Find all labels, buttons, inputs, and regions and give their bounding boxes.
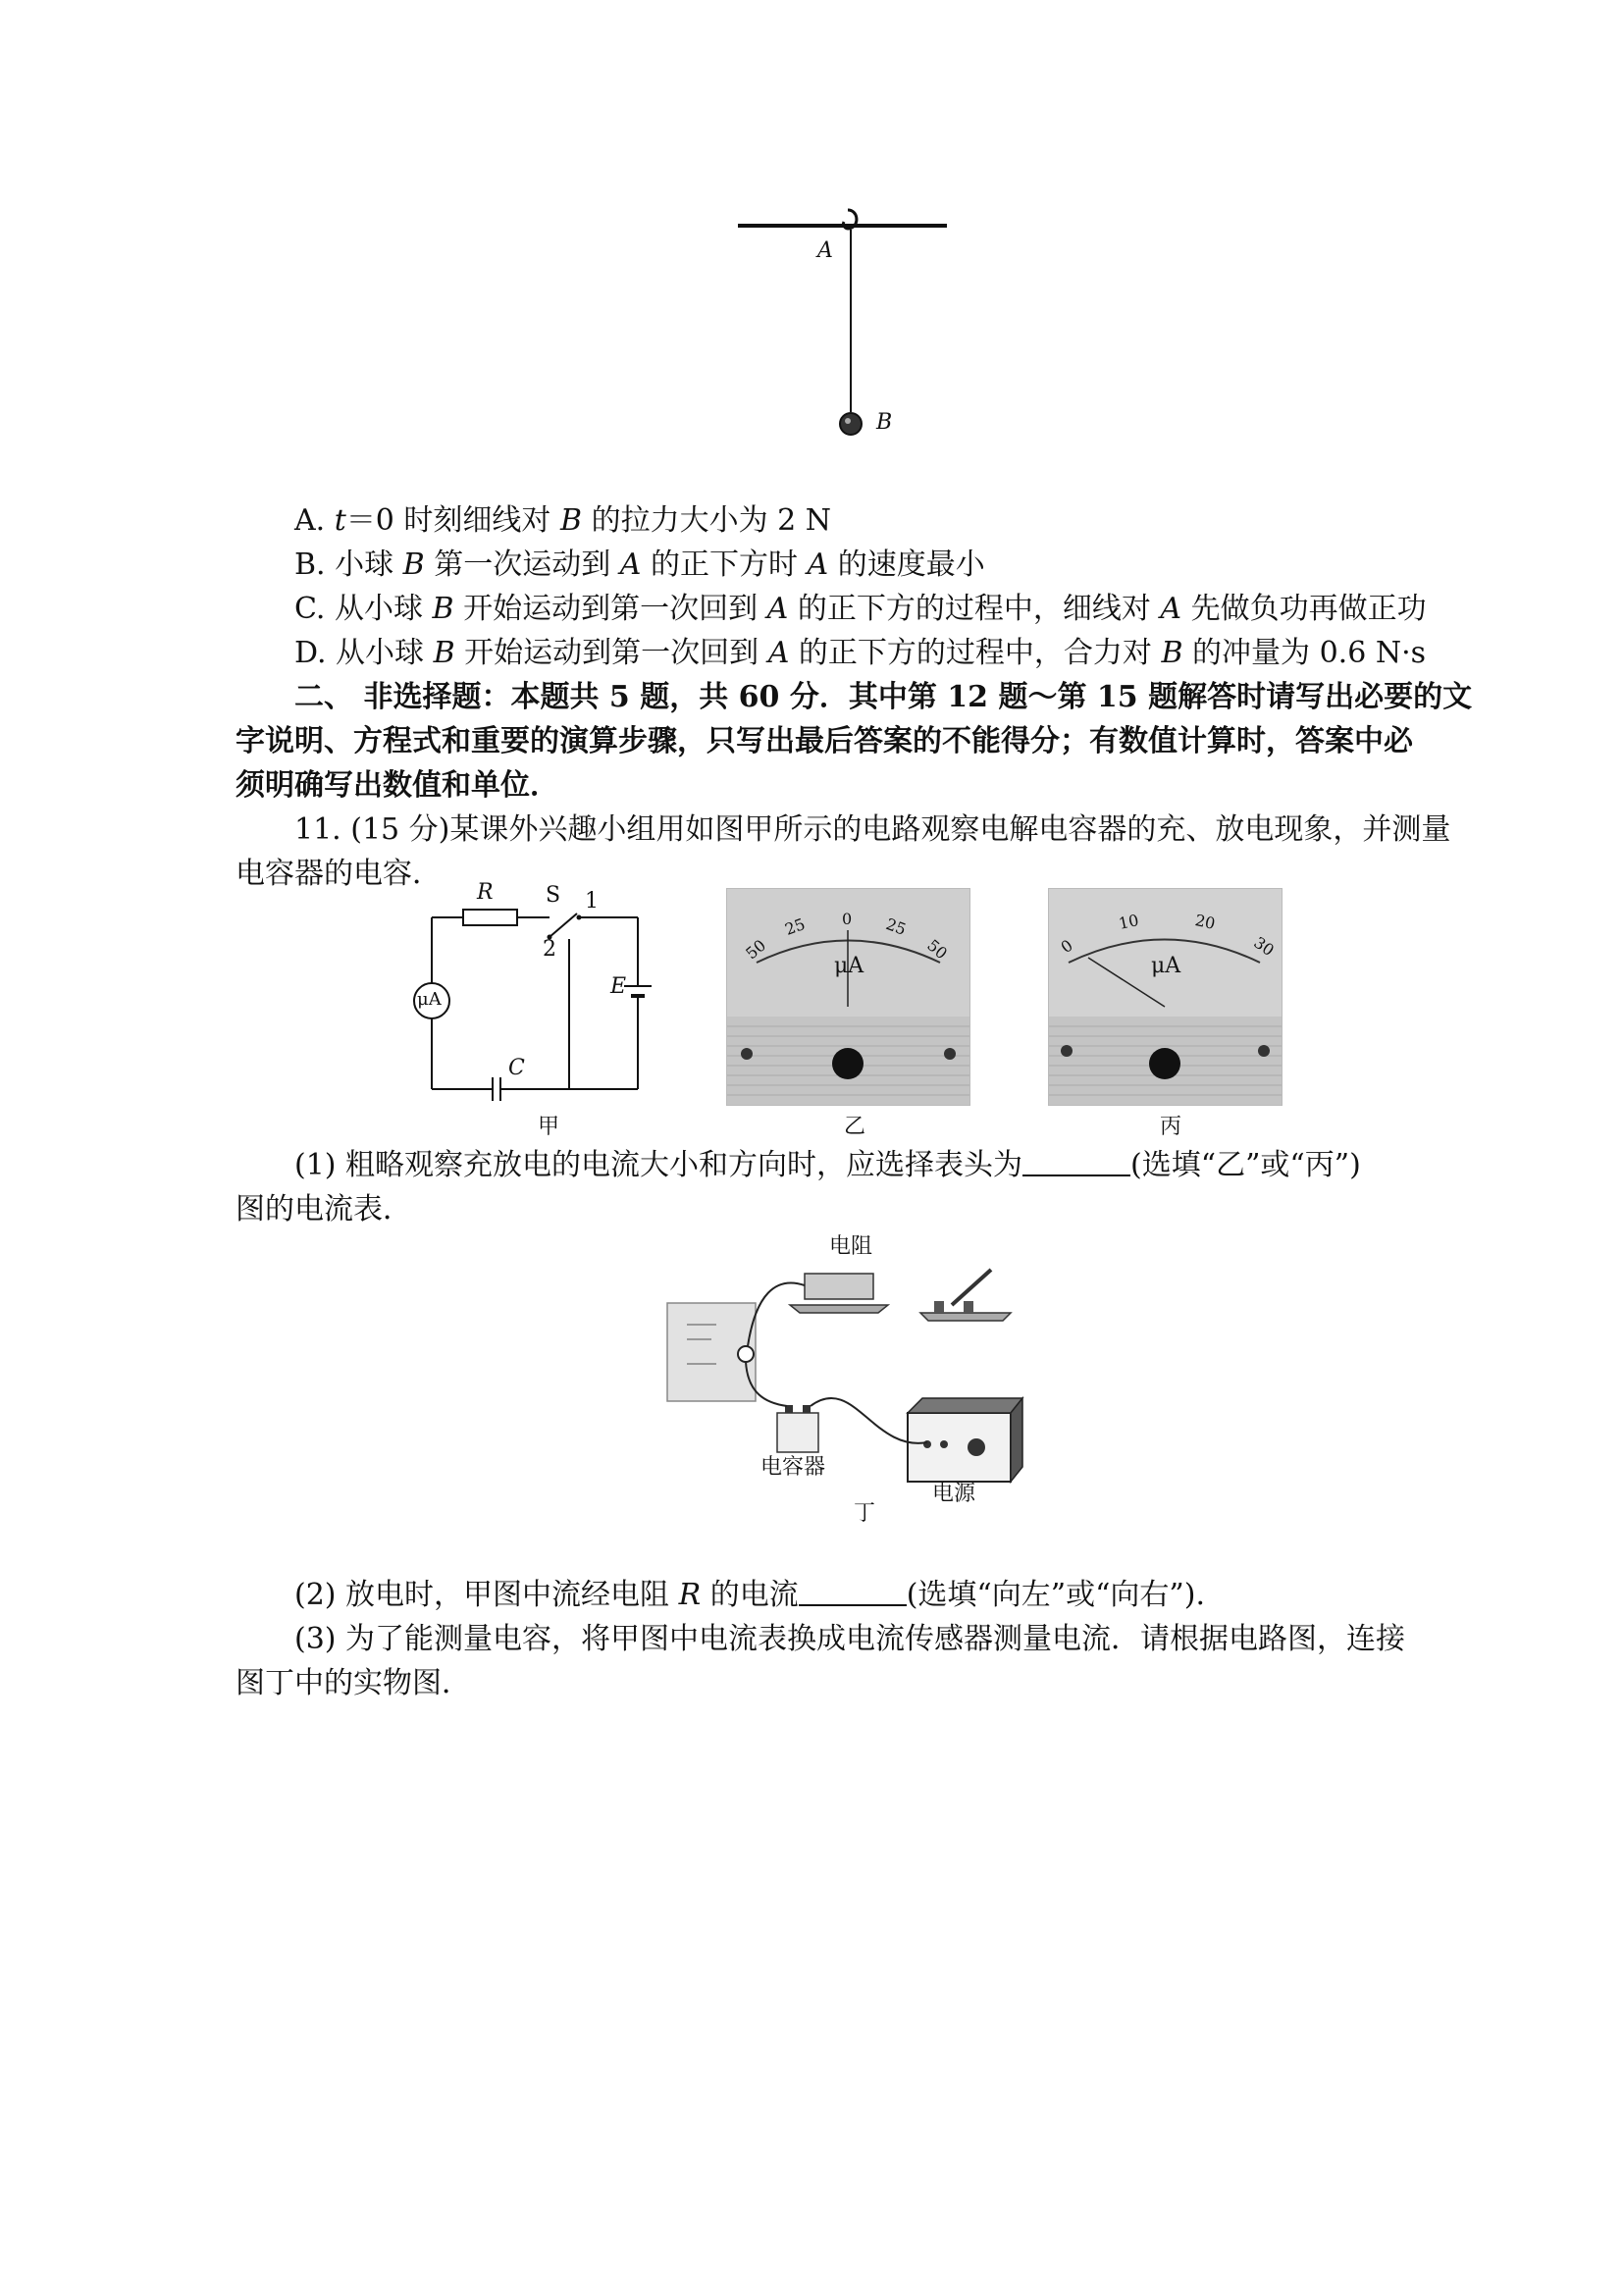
apparatus-label-resistor: 电阻 xyxy=(829,1234,873,1259)
meter-yi-tick-2: 0 xyxy=(842,910,853,928)
pendulum-label-b: B xyxy=(876,410,893,435)
meter-yi-tick-3: 25 xyxy=(883,914,909,939)
section2-line2: 字说明、方程式和重要的演算步骤，只写出最后答案的不能得分；有数值计算时，答案中必 xyxy=(236,724,1413,758)
meter-bing-tick-2: 20 xyxy=(1193,911,1218,933)
answer-blank-1[interactable] xyxy=(1022,1147,1130,1176)
q11-3-line2: 图丁中的实物图． xyxy=(236,1666,471,1700)
option-d: D. 从小球 B 开始运动到第一次回到 A 的正下方的过程中，合力对 B 的冲量为 0.6 N·s xyxy=(294,636,1427,670)
meter-bing-photo xyxy=(1048,888,1283,1106)
meter-bing-tick-1: 10 xyxy=(1117,911,1141,933)
option-c: C. 从小球 B 开始运动到第一次回到 A 的正下方的过程中，细线对 A 先做负功再做正功 xyxy=(294,592,1427,626)
q11-1-line2: 图的电流表． xyxy=(236,1192,412,1226)
circuit-meter-label: μA xyxy=(417,989,442,1010)
caption-jia: 甲 xyxy=(538,1115,560,1139)
circuit-label-e: E xyxy=(610,974,627,999)
q11-3-line1: (3) 为了能测量电容，将甲图中电流表换成电流传感器测量电流．请根据电路图，连接 xyxy=(294,1622,1406,1656)
circuit-label-c: C xyxy=(508,1056,525,1080)
option-a: A. t＝0 时刻细线对 B 的拉力大小为 2 N xyxy=(294,503,831,538)
caption-ding: 丁 xyxy=(854,1501,876,1526)
caption-bing: 丙 xyxy=(1160,1115,1182,1139)
meter-yi-unit: μA xyxy=(834,954,864,978)
section2-line3: 须明确写出数值和单位． xyxy=(236,768,559,803)
meter-bing-tick-0: 0 xyxy=(1057,935,1076,958)
section2-line1: 二、 非选择题：本题共 5 题，共 60 分．其中第 12 题～第 15 题解答时请写出必要的文 xyxy=(294,680,1473,714)
meter-bing-drawing xyxy=(1049,889,1282,1105)
circuit-label-2: 2 xyxy=(543,937,556,962)
meter-bing-unit: μA xyxy=(1151,954,1181,978)
option-b: B. 小球 B 第一次运动到 A 的正下方时 A 的速度最小 xyxy=(294,548,985,582)
apparatus-figure xyxy=(657,1256,1030,1511)
apparatus-label-capacitor: 电容器 xyxy=(760,1455,826,1480)
pendulum-label-a: A xyxy=(817,238,833,263)
q11-line2: 电容器的电容． xyxy=(236,857,442,891)
apparatus-label-power: 电源 xyxy=(932,1482,976,1506)
meter-bing-tick-3: 30 xyxy=(1250,932,1278,961)
pendulum-figure xyxy=(726,196,962,451)
circuit-label-s: S xyxy=(546,883,561,908)
q11-1-line1: (1) 粗略观察充放电的电流大小和方向时，应选择表头为 (选填“乙”或“丙”) xyxy=(294,1148,1361,1182)
answer-blank-2[interactable] xyxy=(799,1577,907,1606)
q11-2-line: (2) 放电时，甲图中流经电阻 R 的电流 (选填“向左”或“向右”). xyxy=(294,1578,1206,1612)
meter-yi-tick-4: 50 xyxy=(923,935,952,964)
circuit-label-1: 1 xyxy=(585,889,599,913)
circuit-label-r: R xyxy=(477,880,494,905)
meter-yi-tick-0: 50 xyxy=(742,935,770,964)
q11-line1: 11. (15 分)某课外兴趣小组用如图甲所示的电路观察电解电容器的充、放电现象，并测量 xyxy=(294,812,1451,847)
meter-yi-tick-1: 25 xyxy=(782,914,808,939)
caption-yi: 乙 xyxy=(844,1115,866,1139)
